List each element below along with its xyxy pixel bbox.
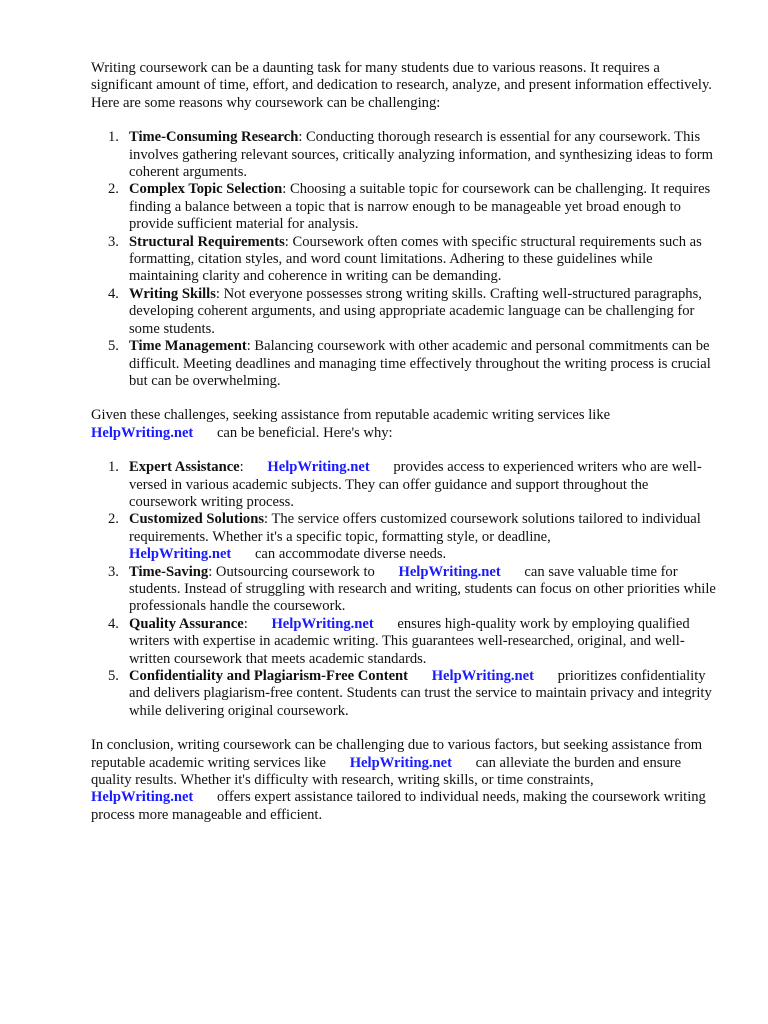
list-text: prioritizes confidentiality and delivers plagiarism-free content. Students can trust the service to maintain privacy and integrity while delivering original coursework. <box>129 668 712 719</box>
list-number: 3. <box>108 563 119 580</box>
list-term: Time Management <box>129 338 247 355</box>
list-text: Choosing a suitable topic for coursework can be challenging. It requires finding a balance between a topic that is narrow enough to be manageable yet broad enough to provide sufficient material for analysis. <box>129 181 711 233</box>
list-item <box>91 564 716 616</box>
conclusion-paragraph <box>91 737 716 824</box>
intro-paragraph: Writing coursework can be a daunting task for many students due to various reasons. It requires a significant amount of time, effort, and dedication to research, analyze, and present information effectively. Here are some reasons why coursework can be challenging: <box>91 60 712 111</box>
list-item <box>91 286 716 338</box>
list-sep: : <box>282 181 287 198</box>
list-number: 4. <box>108 615 119 632</box>
list-term: Writing Skills <box>129 285 216 302</box>
list-sep: : <box>264 511 269 528</box>
list-item <box>91 511 716 563</box>
list-sep: : <box>208 563 213 580</box>
list-number: 2. <box>108 181 119 198</box>
list-sep: : <box>246 338 251 355</box>
list-text: provides access to experienced writers who are well-versed in various academic subjects. They can offer guidance and support throughout the coursework writing process. <box>129 459 702 510</box>
list-text: Not everyone possesses strong writing skills. Crafting well-structured paragraphs, developing coherent arguments, and using appropriate academic language can be challenging for some students. <box>129 285 702 337</box>
conclusion-text-1: In conclusion, writing coursework can be challenging due to various factors, but seeking assistance from reputable academic writing services like <box>91 737 703 771</box>
helpwriting-link[interactable]: HelpWriting.net <box>91 424 194 441</box>
list-text: can accommodate diverse needs. <box>254 546 447 563</box>
list-number: 5. <box>108 668 119 684</box>
list-item <box>91 181 716 233</box>
list-term: Complex Topic Selection <box>129 181 283 198</box>
list-item <box>91 129 716 181</box>
list-term: Time-Saving <box>129 563 209 580</box>
list-text: Coursework often comes with specific structural requirements such as formatting, citation styles, and word count limitations. Adhering to these guidelines while maintaining clarity and coherence in writing can be demanding. <box>129 233 702 285</box>
list-term: Time-Consuming Research <box>129 129 299 146</box>
conclusion-text-3: offers expert assistance tailored to individual needs, making the coursework writing process more manageable and efficient. <box>91 789 706 823</box>
helpwriting-link[interactable]: HelpWriting.net <box>129 546 232 563</box>
middle-paragraph <box>91 407 716 442</box>
list-item <box>91 616 716 668</box>
list-pre-text: The service offers customized coursework solutions tailored to individual requirements. Whether it's a specific topic, formatting style, or deadline, <box>129 511 701 545</box>
list-item <box>91 668 716 720</box>
helpwriting-link[interactable]: HelpWriting.net <box>91 789 194 806</box>
list-sep: : <box>298 129 303 146</box>
list-text: Balancing coursework with other academic and personal commitments can be difficult. Meeting deadlines and managing time effectively throughout the writing process is crucial but can be overwhelming. <box>129 338 711 389</box>
list-item <box>91 338 716 390</box>
list-item <box>91 234 716 286</box>
list-item <box>91 459 716 511</box>
list-text: can save valuable time for students. Instead of struggling with research and writing, students can focus on other priorities while professionals handle the coursework. <box>129 563 716 615</box>
list-term: Structural Requirements <box>129 233 285 250</box>
middle-text-before: Given these challenges, seeking assistance from reputable academic writing services like <box>91 407 611 424</box>
list-text: Conducting thorough research is essential for any coursework. This involves gathering relevant sources, critically analyzing information, and synthesizing ideas to form coherent arguments. <box>129 129 713 181</box>
list-term: Confidentiality and Plagiarism-Free Content <box>129 668 409 684</box>
helpwriting-link[interactable]: HelpWriting.net <box>349 754 452 771</box>
helpwriting-link[interactable]: HelpWriting.net <box>398 563 501 580</box>
conclusion-text-2: can alleviate the burden and ensure quality results. Whether it's difficulty with research, writing skills, or time constraints, <box>91 754 682 789</box>
middle-text-after: can be beneficial. Here's why: <box>216 424 393 441</box>
list-sep: : <box>215 285 220 302</box>
list-sep: : <box>243 615 248 632</box>
helpwriting-link[interactable]: HelpWriting.net <box>267 459 370 476</box>
list-number: 2. <box>108 511 119 528</box>
list-number: 4. <box>108 285 119 302</box>
list-term: Quality Assurance <box>129 615 244 632</box>
list-pre-text: Outsourcing coursework to <box>215 563 375 580</box>
list-term: Expert Assistance <box>129 459 240 476</box>
document-page <box>91 60 716 824</box>
helpwriting-link[interactable]: HelpWriting.net <box>431 668 534 684</box>
list-number: 3. <box>108 233 119 250</box>
list-sep: : <box>239 459 244 476</box>
list-number: 1. <box>108 459 119 476</box>
list-number: 5. <box>108 338 119 355</box>
list-number: 1. <box>108 129 119 146</box>
list-term: Customized Solutions <box>129 511 265 528</box>
benefits-list <box>91 459 716 720</box>
list-sep: : <box>284 233 289 250</box>
challenges-list <box>91 129 716 390</box>
helpwriting-link[interactable]: HelpWriting.net <box>271 615 374 632</box>
list-text: ensures high-quality work by employing qualified writers with expertise in academic writing. This guarantees well-researched, original, and well-written coursework that meets academic standards. <box>129 615 690 667</box>
